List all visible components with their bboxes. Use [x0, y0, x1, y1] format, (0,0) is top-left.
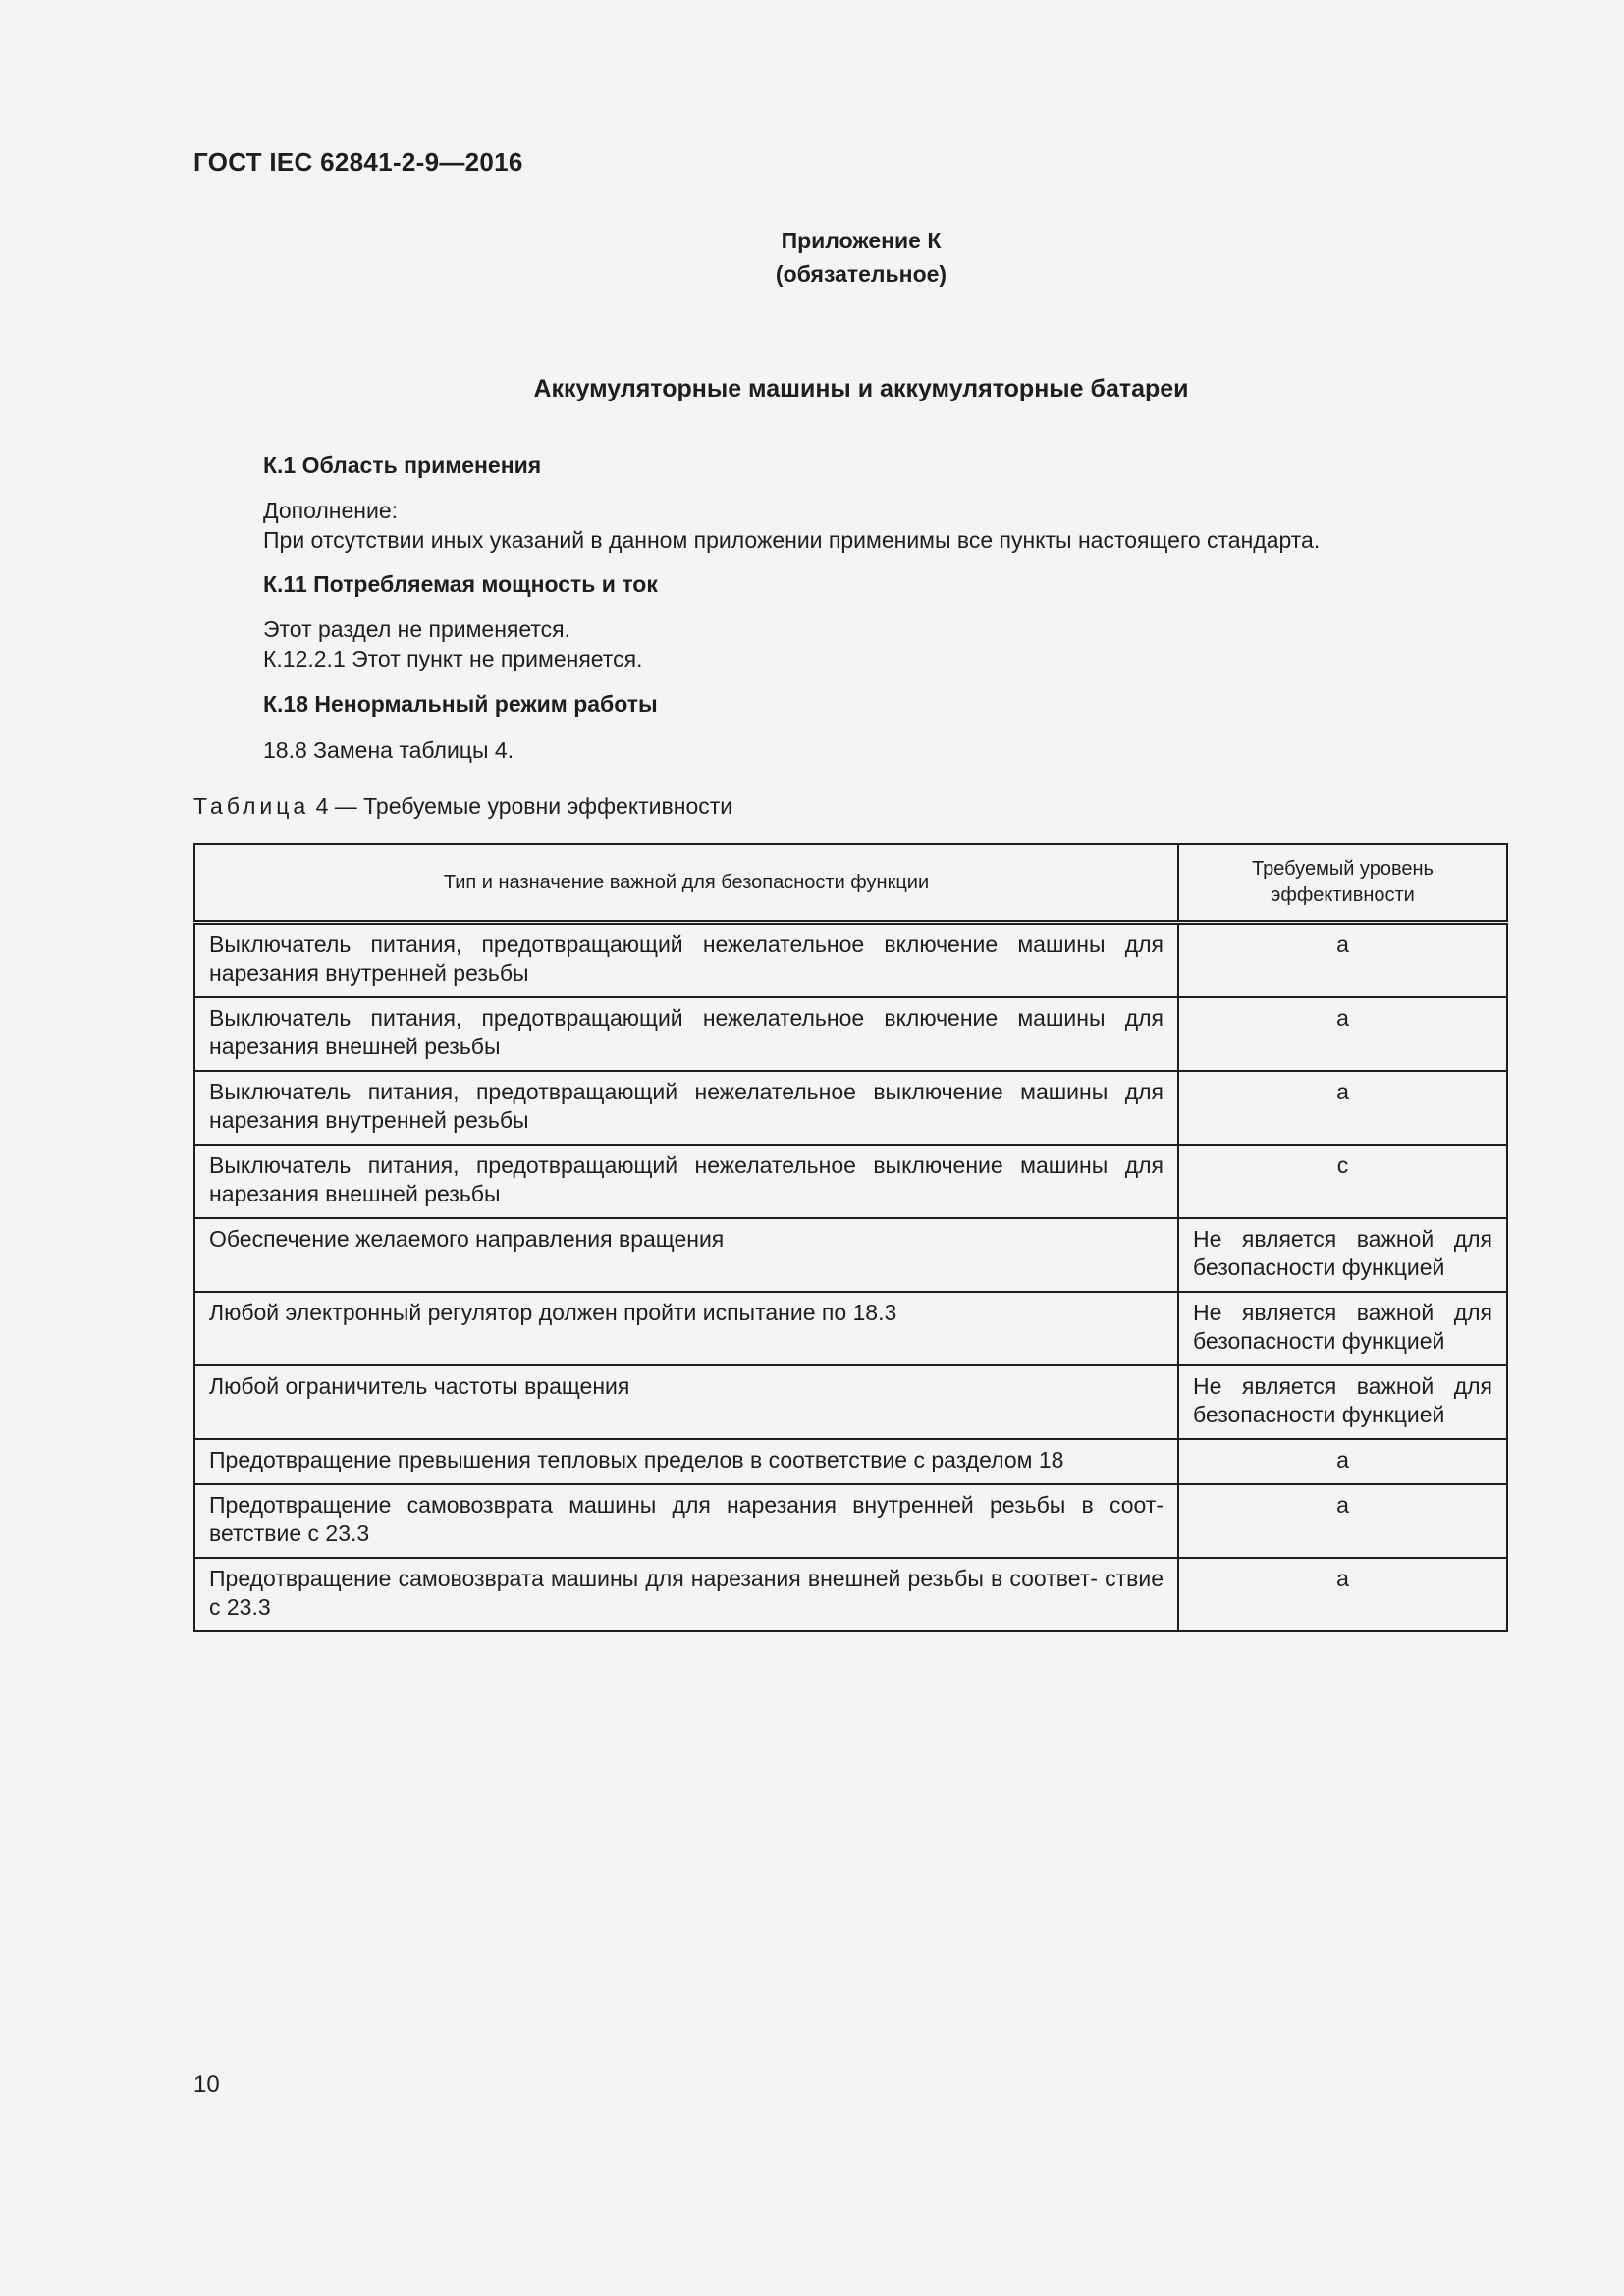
function-cell: Любой электронный регулятор должен пройти испытание по 18.3: [194, 1292, 1178, 1365]
clause-k18-body: [263, 735, 514, 765]
level-cell: c: [1178, 1145, 1507, 1218]
table-row: [194, 1558, 1507, 1631]
clause-k1-line2: При отсутствии иных указаний в данном приложении применимы все пункты настоящего стандарта.: [263, 527, 1321, 553]
function-cell: Предотвращение самовозврата машины для нарезания внутренней резьбы в соот- ветствие с 23.3: [194, 1484, 1178, 1558]
clause-k1-line1: Дополнение:: [263, 498, 399, 523]
level-cell: a: [1178, 1439, 1507, 1484]
table-row: [194, 997, 1507, 1071]
table-caption-word: Таблица: [193, 793, 310, 819]
table-row: [194, 1145, 1507, 1218]
level-cell: a: [1178, 1558, 1507, 1631]
appendix-heading: [0, 224, 1624, 291]
standard-designation: ГОСТ IEC 62841-2-9—2016: [193, 147, 523, 177]
table-row: [194, 1292, 1507, 1365]
clause-k1: [263, 451, 541, 480]
function-cell: Обеспечение желаемого направления вращения: [194, 1218, 1178, 1292]
function-cell: Выключатель питания, предотвращающий нежелательное выключение машины для нарезания внешней резьбы: [194, 1145, 1178, 1218]
table-row: [194, 1484, 1507, 1558]
clause-k1-body: [263, 496, 1320, 555]
appendix-status: (обязательное): [775, 261, 947, 287]
table-header-row: [194, 844, 1507, 923]
clause-k1-heading: К.1 Область применения: [263, 453, 542, 478]
level-cell: a: [1178, 923, 1507, 998]
level-cell: Не является важной для безопасности функцией: [1178, 1365, 1507, 1439]
table-row: [194, 1365, 1507, 1439]
level-cell: Не является важной для безопасности функцией: [1178, 1218, 1507, 1292]
clause-k11-line2: К.12.2.1 Этот пункт не применяется.: [263, 646, 643, 671]
table-row: [194, 1218, 1507, 1292]
header-function: Тип и назначение важной для безопасности функции: [194, 844, 1178, 923]
function-cell: Предотвращение превышения тепловых пределов в соответствие с разделом 18: [194, 1439, 1178, 1484]
table-caption: [193, 793, 732, 820]
requirements-table: [193, 843, 1508, 1632]
appendix-title: Приложение К: [781, 228, 942, 253]
clause-k11-heading: К.11 Потребляемая мощность и ток: [263, 571, 658, 597]
table-row: [194, 1439, 1507, 1484]
function-cell: Предотвращение самовозврата машины для нарезания внешней резьбы в соответ- ствие с 23.3: [194, 1558, 1178, 1631]
function-cell: Выключатель питания, предотвращающий нежелательное включение машины для нарезания внутренней резьбы: [194, 923, 1178, 998]
level-cell: Не является важной для безопасности функцией: [1178, 1292, 1507, 1365]
function-cell: Любой ограничитель частоты вращения: [194, 1365, 1178, 1439]
page-number: 10: [193, 2071, 220, 2098]
clause-k11-body: [263, 614, 642, 673]
level-cell: a: [1178, 1071, 1507, 1145]
clause-k18: [263, 689, 658, 719]
table-row: [194, 923, 1507, 998]
section-title: Аккумуляторные машины и аккумуляторные батареи: [533, 375, 1189, 402]
clause-k11: [263, 569, 658, 599]
level-cell: a: [1178, 997, 1507, 1071]
level-cell: a: [1178, 1484, 1507, 1558]
header-level: Требуемый уровень эффективности: [1178, 844, 1507, 923]
clause-k18-heading: К.18 Ненормальный режим работы: [263, 691, 658, 717]
table-row: [194, 1071, 1507, 1145]
clause-k18-line1: 18.8 Замена таблицы 4.: [263, 737, 514, 763]
clause-k11-line1: Этот раздел не применяется.: [263, 616, 571, 642]
function-cell: Выключатель питания, предотвращающий нежелательное включение машины для нарезания внешней резьбы: [194, 997, 1178, 1071]
table-caption-text: 4 — Требуемые уровни эффективности: [309, 793, 733, 819]
function-cell: Выключатель питания, предотвращающий нежелательное выключение машины для нарезания внутренней резьбы: [194, 1071, 1178, 1145]
